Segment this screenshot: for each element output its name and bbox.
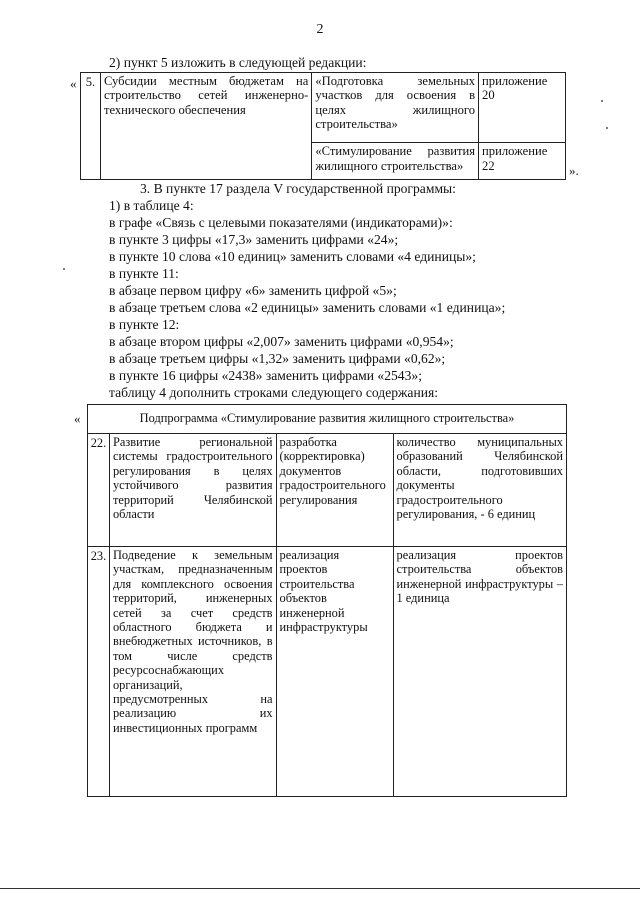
text-line: в абзаце третьем цифры «1,32» заменить цифрами «0,62»;	[109, 351, 446, 366]
table-row	[88, 434, 567, 547]
text-line: таблицу 4 дополнить строками следующего содержания:	[109, 385, 439, 400]
text-line: в пункте 3 цифры «17,3» заменить цифрами «24»;	[109, 232, 399, 247]
text-line: в абзаце первом цифру «6» заменить цифрой «5»;	[109, 283, 397, 298]
table-2-header-row	[88, 405, 567, 434]
table-1-cell: «Стимулирование развития жилищного строительства»	[312, 143, 479, 180]
table-row	[88, 547, 567, 797]
table-1-col1: Субсидии местным бюджетам на строительство сетей инженерно-технического обеспечения	[100, 73, 311, 180]
table-1-cell: «Подготовка земельных участков для освоения в целях жилищного строительства»	[312, 73, 479, 143]
page-bottom-edge	[0, 888, 640, 889]
text-line: 1) в таблице 4:	[109, 198, 194, 213]
scan-speck	[606, 127, 608, 129]
table-2-cell: разработка (корректировка) документов градостроительного регулирования	[276, 434, 393, 547]
text-line: 3. В пункте 17 раздела V государственной программы:	[140, 181, 456, 196]
table-2-cell: количество муниципальных образований Челябинской области, подготовивших документы градостроительного регулирования, - 6 единиц	[393, 434, 567, 547]
text-line: в пункте 16 цифры «2438» заменить цифрами «2543»;	[109, 368, 422, 383]
text-line: в пункте 12:	[109, 317, 180, 332]
table-2-cell: реализация проектов строительства объектов инженерной инфраструктуры	[276, 547, 393, 797]
page-number: 2	[316, 22, 324, 37]
table-2-cell: Развитие региональной системы градостроительного регулирования в целях устойчивого развития территорий Челябинской области	[109, 434, 276, 547]
table-2-cell: реализация проектов строительства объектов инженерной инфраструктуры – 1 единица	[393, 547, 567, 797]
quote-open-1: «	[70, 76, 77, 91]
table-2-header: Подпрограмма «Стимулирование развития жилищного строительства»	[88, 405, 567, 434]
text-line: в пункте 10 слова «10 единиц» заменить словами «4 единицы»;	[109, 249, 476, 264]
scan-speck	[601, 100, 603, 102]
table-1-num: 5.	[81, 73, 101, 180]
quote-close-1: ».	[569, 163, 579, 178]
scan-speck	[63, 268, 65, 270]
table-1-row	[81, 73, 566, 143]
text-line: в графе «Связь с целевыми показателями (индикаторами)»:	[109, 215, 453, 230]
table-1	[80, 72, 566, 180]
table-1-cell: приложение 20	[479, 73, 566, 143]
text-line: в пункте 11:	[109, 266, 179, 281]
quote-open-2: «	[74, 411, 81, 426]
table-2-num: 22.	[88, 434, 110, 547]
table-2-num: 23.	[88, 547, 110, 797]
table-2-cell: Подведение к земельным участкам, предназначенным для комплексного освоения территорий, инженерных сетей за счет средств областного бюджета и внебюджетных источников, в том числе средств ресурсоснабжающих организаций, предусмотренных на реализацию их инвестиционных программ	[109, 547, 276, 797]
item-2-heading: 2) пункт 5 изложить в следующей редакции:	[109, 55, 367, 70]
table-1-cell: приложение 22	[479, 143, 566, 180]
text-line: в абзаце третьем слова «2 единицы» заменить словами «1 единица»;	[109, 300, 506, 315]
text-line: в абзаце втором цифры «2,007» заменить цифрами «0,954»;	[109, 334, 454, 349]
table-2	[87, 404, 567, 797]
